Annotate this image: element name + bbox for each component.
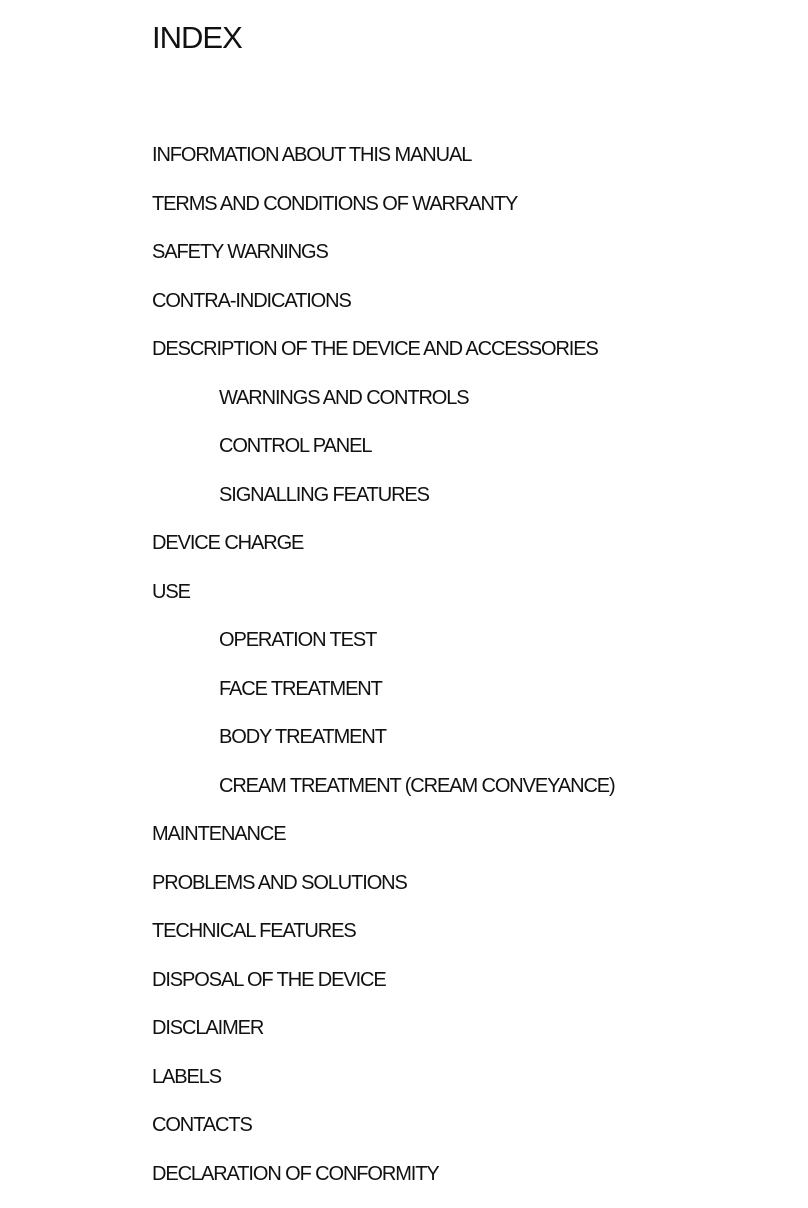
toc-entry: MAINTENANCE	[152, 823, 286, 845]
toc-entry: INFORMATION ABOUT THIS MANUAL	[152, 144, 472, 166]
toc-entry: DESCRIPTION OF THE DEVICE AND ACCESSORIES	[152, 338, 598, 360]
toc-entry: DEVICE CHARGE	[152, 532, 304, 554]
toc-entry: CONTRA-INDICATIONS	[152, 289, 351, 312]
toc-subentry: CONTROL PANEL	[219, 435, 372, 457]
toc-entry: PROBLEMS AND SOLUTIONS	[152, 871, 407, 894]
toc-subentry: BODY TREATMENT	[219, 726, 386, 748]
toc-entry: DECLARATION OF CONFORMITY	[152, 1162, 439, 1185]
toc-entry: TECHNICAL FEATURES	[152, 920, 356, 942]
page-title: INDEX	[152, 20, 242, 55]
toc-subentry: OPERATION TEST	[219, 629, 377, 651]
toc-subentry: WARNINGS AND CONTROLS	[219, 386, 469, 409]
toc-entry: CONTACTS	[152, 1114, 252, 1136]
toc-entry: DISCLAIMER	[152, 1017, 264, 1039]
toc-entry: TERMS AND CONDITIONS OF WARRANTY	[152, 192, 518, 215]
toc-subentry: CREAM TREATMENT (CREAM CONVEYANCE)	[219, 774, 615, 797]
toc-entry: SAFETY WARNINGS	[152, 241, 328, 263]
toc-subentry: FACE TREATMENT	[219, 677, 382, 700]
table-of-contents	[152, 131, 615, 1198]
toc-entry: USE	[152, 580, 190, 603]
toc-entry: DISPOSAL OF THE DEVICE	[152, 968, 386, 991]
toc-entry: LABELS	[152, 1065, 222, 1088]
toc-subentry: SIGNALLING FEATURES	[219, 483, 429, 506]
